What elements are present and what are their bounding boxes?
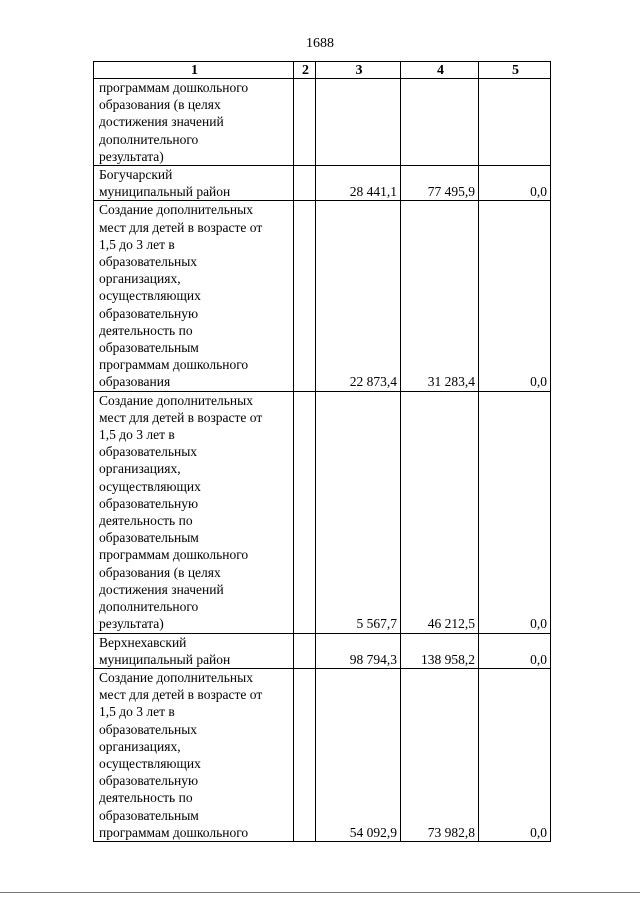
table-header-row <box>94 62 551 79</box>
column-header-3: 3 <box>316 62 401 79</box>
cell-col3: 98 794,3 <box>316 633 401 668</box>
cell-col2 <box>294 79 316 166</box>
cell-col2 <box>294 166 316 201</box>
row-name: Верхнехавский муниципальный район <box>94 633 294 668</box>
cell-col5: 0,0 <box>479 201 551 391</box>
table-row <box>94 79 551 166</box>
cell-col2 <box>294 633 316 668</box>
cell-col3: 5 567,7 <box>316 391 401 633</box>
cell-col3: 28 441,1 <box>316 166 401 201</box>
cell-col3 <box>316 79 401 166</box>
cell-col2 <box>294 391 316 633</box>
table-row <box>94 391 551 633</box>
row-name: программам дошкольного образования (в целях достижения значений дополнительного результата) <box>94 79 294 166</box>
cell-col3: 54 092,9 <box>316 668 401 841</box>
column-header-4: 4 <box>401 62 479 79</box>
page-bottom-rule <box>0 892 640 893</box>
cell-col5: 0,0 <box>479 668 551 841</box>
cell-col5: 0,0 <box>479 166 551 201</box>
table-row <box>94 201 551 391</box>
row-name: Создание дополнительных мест для детей в возрасте от 1,5 до 3 лет в образовательных организациях, осуществляющих образовательную деятельность по образовательным программам дошкольного образования (в целях достижения значений дополнительного результата) <box>94 391 294 633</box>
cell-col4: 73 982,8 <box>401 668 479 841</box>
row-name: Богучарский муниципальный район <box>94 166 294 201</box>
cell-col4: 138 958,2 <box>401 633 479 668</box>
table-row <box>94 668 551 841</box>
cell-col5 <box>479 79 551 166</box>
table-row <box>94 633 551 668</box>
row-name: Создание дополнительных мест для детей в возрасте от 1,5 до 3 лет в образовательных организациях, осуществляющих образовательную деятельность по образовательным программам дошкольного <box>94 668 294 841</box>
cell-col3: 22 873,4 <box>316 201 401 391</box>
column-header-1: 1 <box>94 62 294 79</box>
cell-col5: 0,0 <box>479 391 551 633</box>
cell-col2 <box>294 201 316 391</box>
cell-col4: 31 283,4 <box>401 201 479 391</box>
page-number: 1688 <box>306 36 334 51</box>
column-header-2: 2 <box>294 62 316 79</box>
cell-col4: 77 495,9 <box>401 166 479 201</box>
cell-col4 <box>401 79 479 166</box>
cell-col2 <box>294 668 316 841</box>
column-header-5: 5 <box>479 62 551 79</box>
budget-table <box>93 61 551 842</box>
cell-col4: 46 212,5 <box>401 391 479 633</box>
row-name: Создание дополнительных мест для детей в возрасте от 1,5 до 3 лет в образовательных организациях, осуществляющих образовательную деятельность по образовательным программам дошкольного образования <box>94 201 294 391</box>
cell-col5: 0,0 <box>479 633 551 668</box>
table-row <box>94 166 551 201</box>
